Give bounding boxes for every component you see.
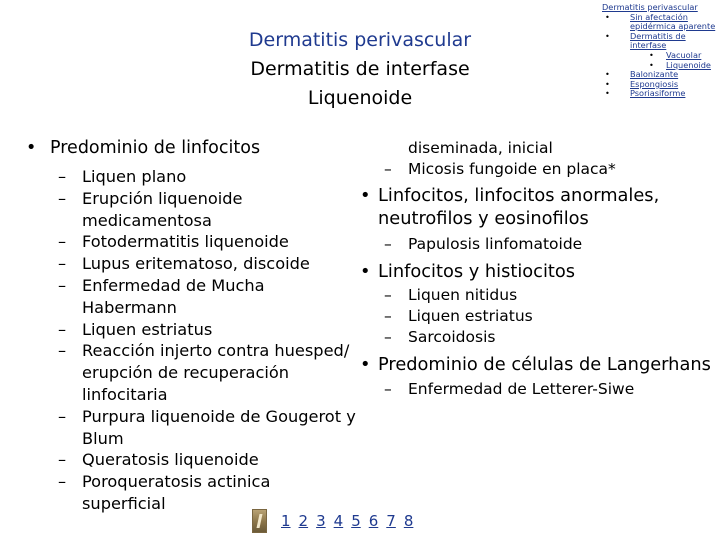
title-line-interfase: Dermatitis de interfase xyxy=(250,58,470,80)
list-item-text: Fotodermatitis liquenoide xyxy=(82,232,289,252)
list-item-text: Enfermedad de Mucha Habermann xyxy=(82,275,265,317)
dash: – xyxy=(58,450,67,470)
nav-bullet: • xyxy=(605,69,610,80)
list-item xyxy=(26,406,356,450)
list-item xyxy=(26,188,356,232)
nav-item-liquenoide[interactable]: Liquenoide xyxy=(666,59,711,70)
dash: – xyxy=(58,232,67,252)
dash: – xyxy=(58,188,67,208)
nav-bullet: • xyxy=(649,59,654,70)
dash: – xyxy=(384,328,392,346)
nav-bullet: • xyxy=(605,78,610,89)
list-item xyxy=(355,159,720,180)
list-item xyxy=(26,231,356,253)
nav-item-espongiosis[interactable]: Espongiosis xyxy=(630,78,679,89)
nav-tree xyxy=(602,3,720,99)
right-column xyxy=(355,138,720,400)
list-item-text: Purpura liquenoide de Gougerot y Blum xyxy=(82,406,356,448)
list-item xyxy=(355,379,720,400)
nav-item-balonizante[interactable]: Balonizante xyxy=(630,69,679,80)
bullet: • xyxy=(360,185,371,206)
left-column xyxy=(26,136,356,515)
list-item-text: Papulosis linfomatoide xyxy=(408,235,583,253)
page-link-7[interactable]: 7 xyxy=(386,512,396,530)
nav-item-interfase[interactable]: Dermatitis de interfase xyxy=(630,30,686,51)
nav-bullet: • xyxy=(605,30,610,41)
list-item-text: Erupción liquenoide medicamentosa xyxy=(82,188,243,230)
list-item xyxy=(26,449,356,471)
main-bullet-text: Linfocitos, linfocitos anormales, neutrofilos y eosinofilos xyxy=(378,185,660,229)
page-link-5[interactable]: 5 xyxy=(351,512,361,530)
title-link-dermatitis-perivascular[interactable]: Dermatitis perivascular xyxy=(248,29,472,51)
list-item-text: Sarcoidosis xyxy=(408,328,496,346)
page-link-8[interactable]: 8 xyxy=(403,512,414,530)
nav-header-link[interactable]: Dermatitis perivascular xyxy=(602,2,698,12)
dash: – xyxy=(58,319,67,339)
main-bullet-linfocitos xyxy=(26,136,356,160)
list-item xyxy=(26,319,356,341)
left-sub-list xyxy=(26,166,356,515)
dash: – xyxy=(384,235,392,253)
list-item xyxy=(26,275,356,319)
list-item-text: Queratosis liquenoide xyxy=(82,450,259,470)
dash: – xyxy=(58,341,67,361)
list-item-text: Enfermedad de Letterer-Siwe xyxy=(408,380,635,398)
page-link-1[interactable]: 1 xyxy=(281,512,291,530)
dash: – xyxy=(58,167,67,186)
dash: – xyxy=(58,406,67,426)
dash: – xyxy=(58,254,67,274)
list-item xyxy=(355,306,720,327)
dash: – xyxy=(58,472,67,492)
list-item xyxy=(355,285,720,306)
main-bullet-langerhans xyxy=(355,353,720,376)
main-bullet-histiocitos xyxy=(355,260,720,283)
page-link-4[interactable]: 4 xyxy=(333,512,344,530)
continued-text: diseminada, inicial xyxy=(408,139,553,157)
bullet: • xyxy=(26,138,37,158)
page-link-6[interactable]: 6 xyxy=(368,512,379,530)
nav-item-vacuolar[interactable]: Vacuolar xyxy=(666,49,702,60)
logo-icon xyxy=(252,509,267,533)
list-item-text: Reacción injerto contra huesped/ erupción de recuperación linfocitaria xyxy=(82,341,350,404)
list-item-text: Micosis fungoide en placa* xyxy=(408,160,616,178)
slide-title xyxy=(230,26,490,113)
list-item xyxy=(26,340,356,405)
bullet: • xyxy=(360,261,371,282)
list-item xyxy=(26,253,356,275)
list-item-text: Liquen nitidus xyxy=(408,286,518,304)
page-link-3[interactable]: 3 xyxy=(316,512,326,530)
main-bullet-linfocitos-anormales xyxy=(355,184,720,230)
list-item-text: Poroqueratosis actinica superficial xyxy=(82,472,271,513)
list-item-text: Liquen estriatus xyxy=(408,307,533,325)
list-item xyxy=(355,234,720,255)
list-item-text: Lupus eritematoso, discoide xyxy=(82,254,310,274)
main-bullet-text: Predominio de células de Langerhans xyxy=(378,354,711,375)
nav-item-sin-afectacion[interactable]: Sin afectación epidérmica aparente xyxy=(630,11,716,32)
list-item xyxy=(355,327,720,348)
list-item xyxy=(26,166,356,188)
list-item-text: Liquen plano xyxy=(82,167,187,186)
dash: – xyxy=(384,307,392,325)
title-line-liquenoide: Liquenoide xyxy=(307,87,413,109)
dash: – xyxy=(58,275,67,295)
main-bullet-text: Predominio de linfocitos xyxy=(50,138,261,158)
main-bullet-text: Linfocitos y histiocitos xyxy=(378,261,576,282)
dash: – xyxy=(384,160,392,178)
list-item-text: Liquen estriatus xyxy=(82,319,213,339)
nav-bullet: • xyxy=(605,88,610,99)
dash: – xyxy=(384,380,392,398)
nav-bullet: • xyxy=(649,49,654,60)
dash: – xyxy=(384,286,392,304)
slide-pager xyxy=(252,508,421,534)
nav-bullet: • xyxy=(605,11,610,22)
bullet: • xyxy=(360,354,371,375)
page-link-2[interactable]: 2 xyxy=(298,512,309,530)
nav-item-psoriasiforme[interactable]: Psoriasiforme xyxy=(630,88,686,99)
